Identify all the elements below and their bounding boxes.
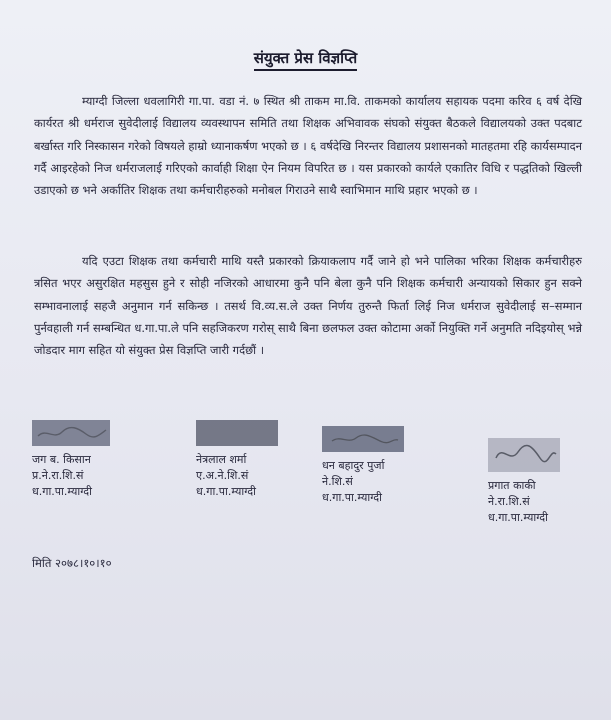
signatory-org: ध.गा.पा.म्याग्दी: [196, 485, 256, 498]
paragraph-1: म्याग्दी जिल्ला धवलागिरी गा.पा. वडा नं. ७ स्थित श्री ताकम मा.वि. ताकमको कार्यालय सहायक पदमा करिव ६ वर्ष देखि कार्यरत श्री धर्मराज सुवेदीलाई विद्यालय व्यवस्थापन समिति तथा शिक्षक अभिवावक संघको संयुक्त बैठकले विद्यालयको उक्त पदबाट बर्खास्त गरि निस्कासन गरेको विषयले हाम्रो ध्यानाकर्षण भएको छ । ६ वर्षदेखि निरन्तर विद्यालय प्रशासनको मातहतमा रहि कार्यसम्पादन गर्दै आइरहेको निज धर्मराजलाई गरिएको कार्वाही शिक्षा ऐन नियम विपरित छ । यस प्रकारको कार्यले एकातिर विधि र पद्धतिको खिल्ली उडाएको छ भने अर्कातिर शिक्षक तथा कर्मचारीहरुको मनोबल गिराउने साथै स्वाभिमान माथि प्रहार भएको छ ।: [34, 94, 582, 198]
document-date: मिति २०७८।१०।१०: [32, 556, 112, 570]
signature-image: [322, 426, 404, 452]
signatory-role: ए.अ.ने.शि.सं: [196, 469, 249, 482]
signatory-name: जग ब. किसान: [32, 453, 91, 466]
signatory-org: ध.गा.पा.म्याग्दी: [32, 485, 92, 498]
signature-image: [32, 420, 110, 446]
signatory-org: ध.गा.पा.म्याग्दी: [322, 491, 382, 504]
signatory-org: ध.गा.पा.म्याग्दी: [488, 511, 548, 524]
signatory-name: नेत्रलाल शर्मा: [196, 453, 247, 466]
document-title: [0, 48, 611, 68]
signatory-name: प्रगात काकी: [488, 479, 536, 492]
signatory-role: ने.शि.सं: [322, 475, 353, 488]
signatory-role: ने.रा.शि.सं: [488, 495, 530, 508]
signatory-name: धन बहादुर पुर्जा: [322, 459, 385, 472]
document-title-text: संयुक्त प्रेस विज्ञप्ति: [254, 49, 357, 71]
signature-image: [196, 420, 278, 446]
signatory-3: [322, 426, 404, 506]
paragraph-2: यदि एउटा शिक्षक तथा कर्मचारी माथि यस्तै प्रकारको क्रियाकलाप गर्दै जाने हो भने पालिका भरिका शिक्षक कर्मचारीहरु त्रसित भएर असुरक्षित महसुस हुने र सोही नजिरको आधारमा कुनै पनि बेला कुनै पनि शिक्षक कर्मचारी अन्यायको सिकार हुन सक्ने सम्भावनालाई सहजै अनुमान गर्न सकिन्छ । तसर्थ वि.व्य.स.ले उक्त निर्णय तुरुन्तै फिर्ता लिई निज धर्मराज सुवेदीलाई स–सम्मान पुर्नवहाली गर्न सम्बन्धित ध.गा.पा.ले पनि सहजिकरण गरोस् साथै बिना छलफल उक्त कोटामा अर्को नियुक्ति गर्ने अनुमति नदिइयोस् भन्ने जोडदार माग सहित यो संयुक्त प्रेस विज्ञप्ति जारी गर्दछौं ।: [34, 254, 582, 358]
signatory-role: प्र.ने.रा.शि.सं: [32, 469, 84, 482]
signatory-1: [32, 420, 110, 500]
signatory-4: [488, 438, 560, 526]
signatory-2: [196, 420, 278, 500]
signature-image: [488, 438, 560, 472]
